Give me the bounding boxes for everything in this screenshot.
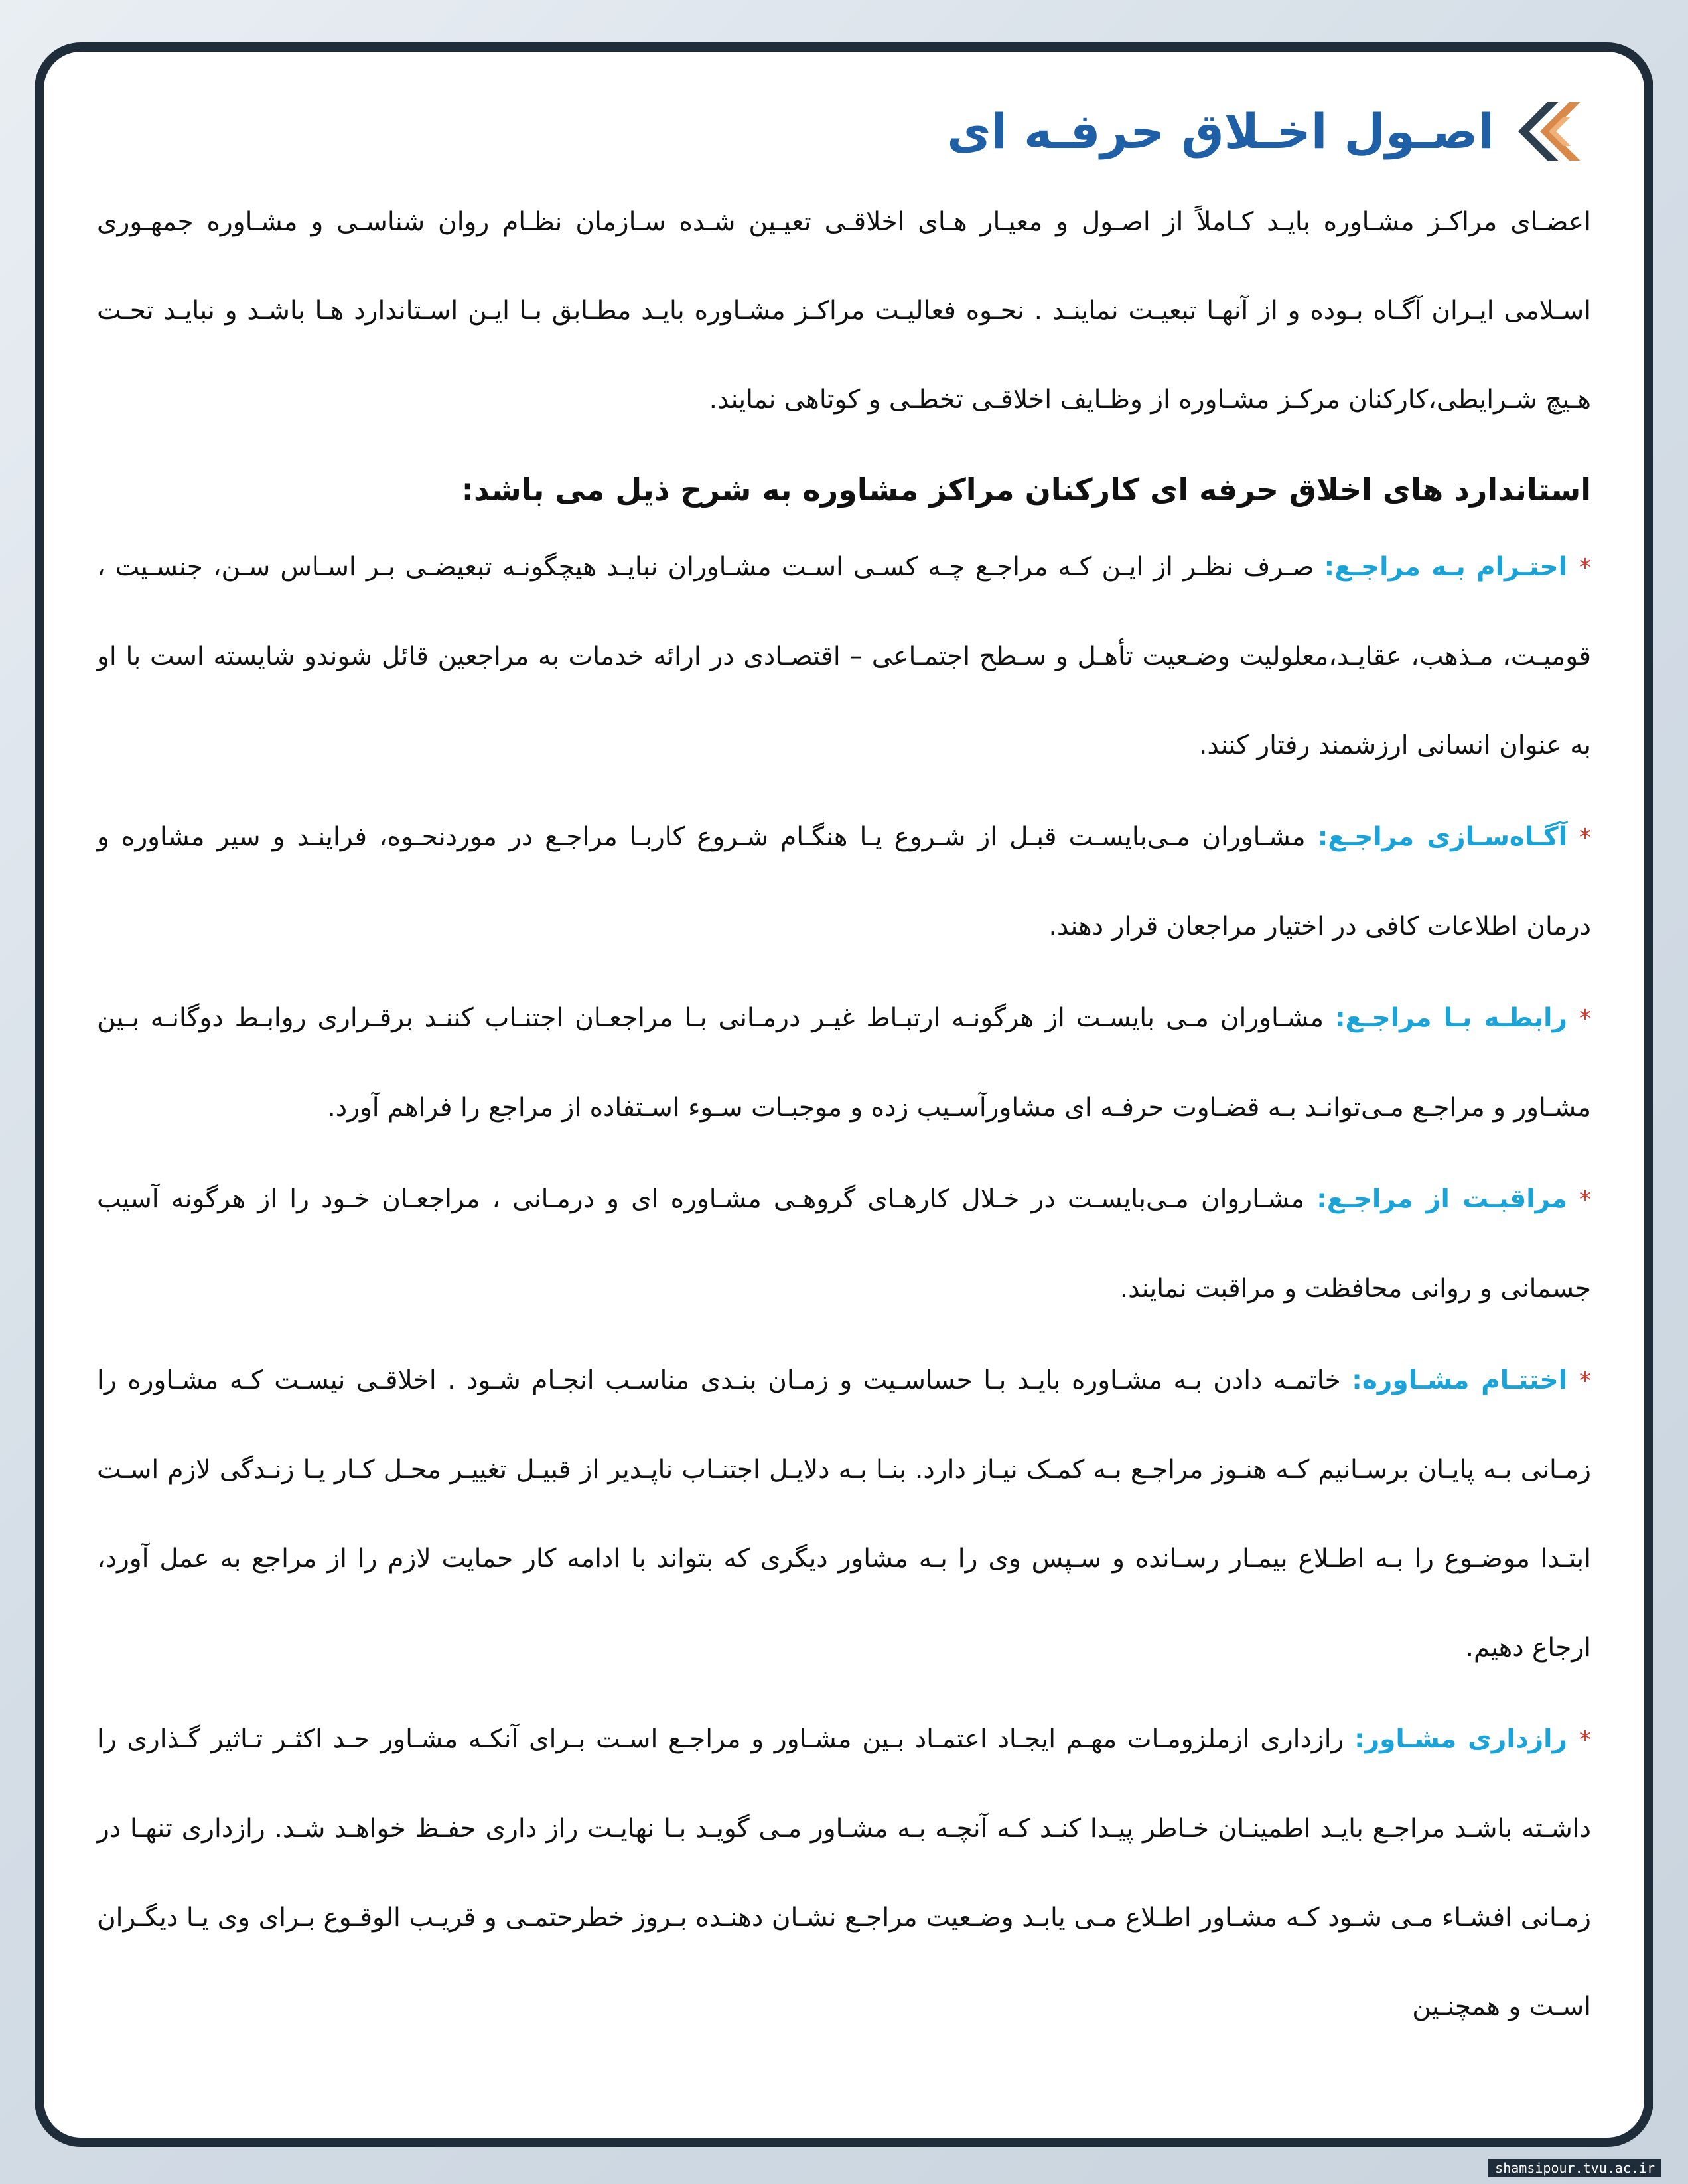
item-label: رابطـه بـا مراجـع: — [1335, 1003, 1567, 1033]
bullet-star-icon: * — [1579, 1367, 1591, 1395]
item-text: صـرف نظـر از ایـن کـه مراجـع چـه کسـی اسـت مشـاوران نبایـد هیچگونـه تبعیضـی بـر اسـاس سـن، جنسـیت ، قومیـت، مـذهب، عقایـد،معلولیت وضـعیت تأهـل و سـطح اجتمـاعی – اقتصـادی در ارائه خدمات به مراجعین قائل شوندو شایسته است با او به عنوان انسانی ارزشمند رفتار کنند. — [97, 552, 1591, 760]
standard-item-respect — [97, 523, 1591, 790]
chevron-logo-icon — [1518, 95, 1591, 168]
item-text: مشـاروان مـی‌بایسـت در خـلال کارهـای گروهـی مشـاوره ای و درمـانی ، مراجعـان خـود را از هرگونه آسیب جسمانی و روانی محافظت و مراقبت نمایند. — [97, 1184, 1591, 1304]
item-text: خاتمـه دادن بـه مشـاوره بایـد بـا حساسـیت و زمـان بنـدی مناسـب انجـام شـود . اخلاقـی نیسـت کـه مشـاوره را زمـانی بـه پایـان برسـانیم کـه هنـوز مراجـع بـه کمـک نیـاز دارد. بنـا بـه دلایـل اجتنـاب ناپـدیر از قبیـل تغییـر محـل کـار یـا زنـدگی لازم اسـت ابتـدا موضـوع را بـه اطـلاع بیمـار رسـانده و سـپس وی را بـه مشاور دیگری که بتواند با ادامه کار حمایت لازم را از مراجع به عمل آورد، ارجاع دهیم. — [97, 1365, 1591, 1663]
item-label: احتـرام بـه مراجـع: — [1324, 552, 1567, 582]
item-text: مشـاوران مـی بایسـت از هرگونـه ارتبـاط غیـر درمـانی بـا مراجعـان اجتنـاب کننـد برقـراری روابـط دوگانـه بـین مشـاور و مراجـع مـی‌توانـد بـه قضـاوت حرفـه ای مشاورآسـیب زده و موجبـات سـوء اسـتفاده از مراجع را فراهم آورد. — [97, 1003, 1591, 1123]
standards-heading: استاندارد های اخلاق حرفه ای کارکنان مراکز مشاوره به شرح ذیل می باشد: — [461, 472, 1591, 508]
item-text: مشـاوران مـی‌بایسـت قبـل از شـروع یـا هنگـام شـروع کاربـا مراجـع در موردنحـوه، فراینـد و سیر مشاوره و درمان اطلاعات کافی در اختیار مراجعان قرار دهند. — [97, 822, 1591, 941]
document-body — [97, 178, 1591, 2054]
standard-item-informing — [97, 793, 1591, 971]
standard-item-care — [97, 1155, 1591, 1333]
item-label: آگـاه‌سـازی مراجـع: — [1317, 822, 1567, 852]
bullet-star-icon: * — [1579, 824, 1591, 851]
page-frame — [35, 42, 1653, 2147]
intro-paragraph: اعضـای مراکـز مشـاوره بایـد کـاملاً از اصـول و معیـار هـای اخلاقـی تعیـین شـده سـازمان نظـام روان شناسـی و مشـاوره جمهـوری اسـلامی ایـران آگـاه بـوده و از آنهـا تبعیـت نماینـد . نحـوه فعالیـت مراکـز مشـاوره بایـد مطـابق بـا ایـن اسـتاندارد هـا باشـد و نبایـد تحـت هـیچ شـرایطی،کارکنان مرکـز مشـاوره از وظـایف اخلاقـی تخطـی و کوتاهی نمایند. — [97, 207, 1591, 415]
standard-item-confidentiality — [97, 1695, 1591, 2051]
title-bar — [947, 92, 1591, 171]
item-label: مراقبـت از مراجـع: — [1316, 1184, 1567, 1214]
item-label: رازداری مشـاور: — [1354, 1724, 1567, 1754]
bullet-star-icon: * — [1579, 1186, 1591, 1213]
page-title: اصـول اخـلاق حرفـه ای — [947, 103, 1494, 159]
standard-item-relationship — [97, 974, 1591, 1152]
item-label: اختتـام مشـاوره: — [1352, 1365, 1567, 1395]
bullet-star-icon: * — [1579, 554, 1591, 581]
site-watermark: shamsipour.tvu.ac.ir — [1488, 2159, 1661, 2177]
standard-item-termination — [97, 1336, 1591, 1692]
item-text: رازداری ازملزومـات مهـم ایجـاد اعتمـاد بـین مشـاور و مراجـع اسـت بـرای آنکـه مشـاور حـد اکثـر تـاثیر گـذاری را داشـته باشـد مراجـع بایـد اطمینـان خـاطر پیـدا کنـد کـه آنچـه بـه مشـاور مـی گویـد بـا نهایـت راز داری حفـظ خواهـد شـد. رازداری تنهـا در زمـانی افشـاء مـی شـود کـه مشـاور اطـلاع مـی یابـد وضـعیت مراجـع نشـان دهنـده بـروز خطرحتمـی و قریـب الوقـوع بـرای وی یـا دیگـران اسـت و همچنـین — [97, 1724, 1591, 2021]
bullet-star-icon: * — [1579, 1005, 1591, 1032]
bullet-star-icon: * — [1579, 1726, 1591, 1753]
